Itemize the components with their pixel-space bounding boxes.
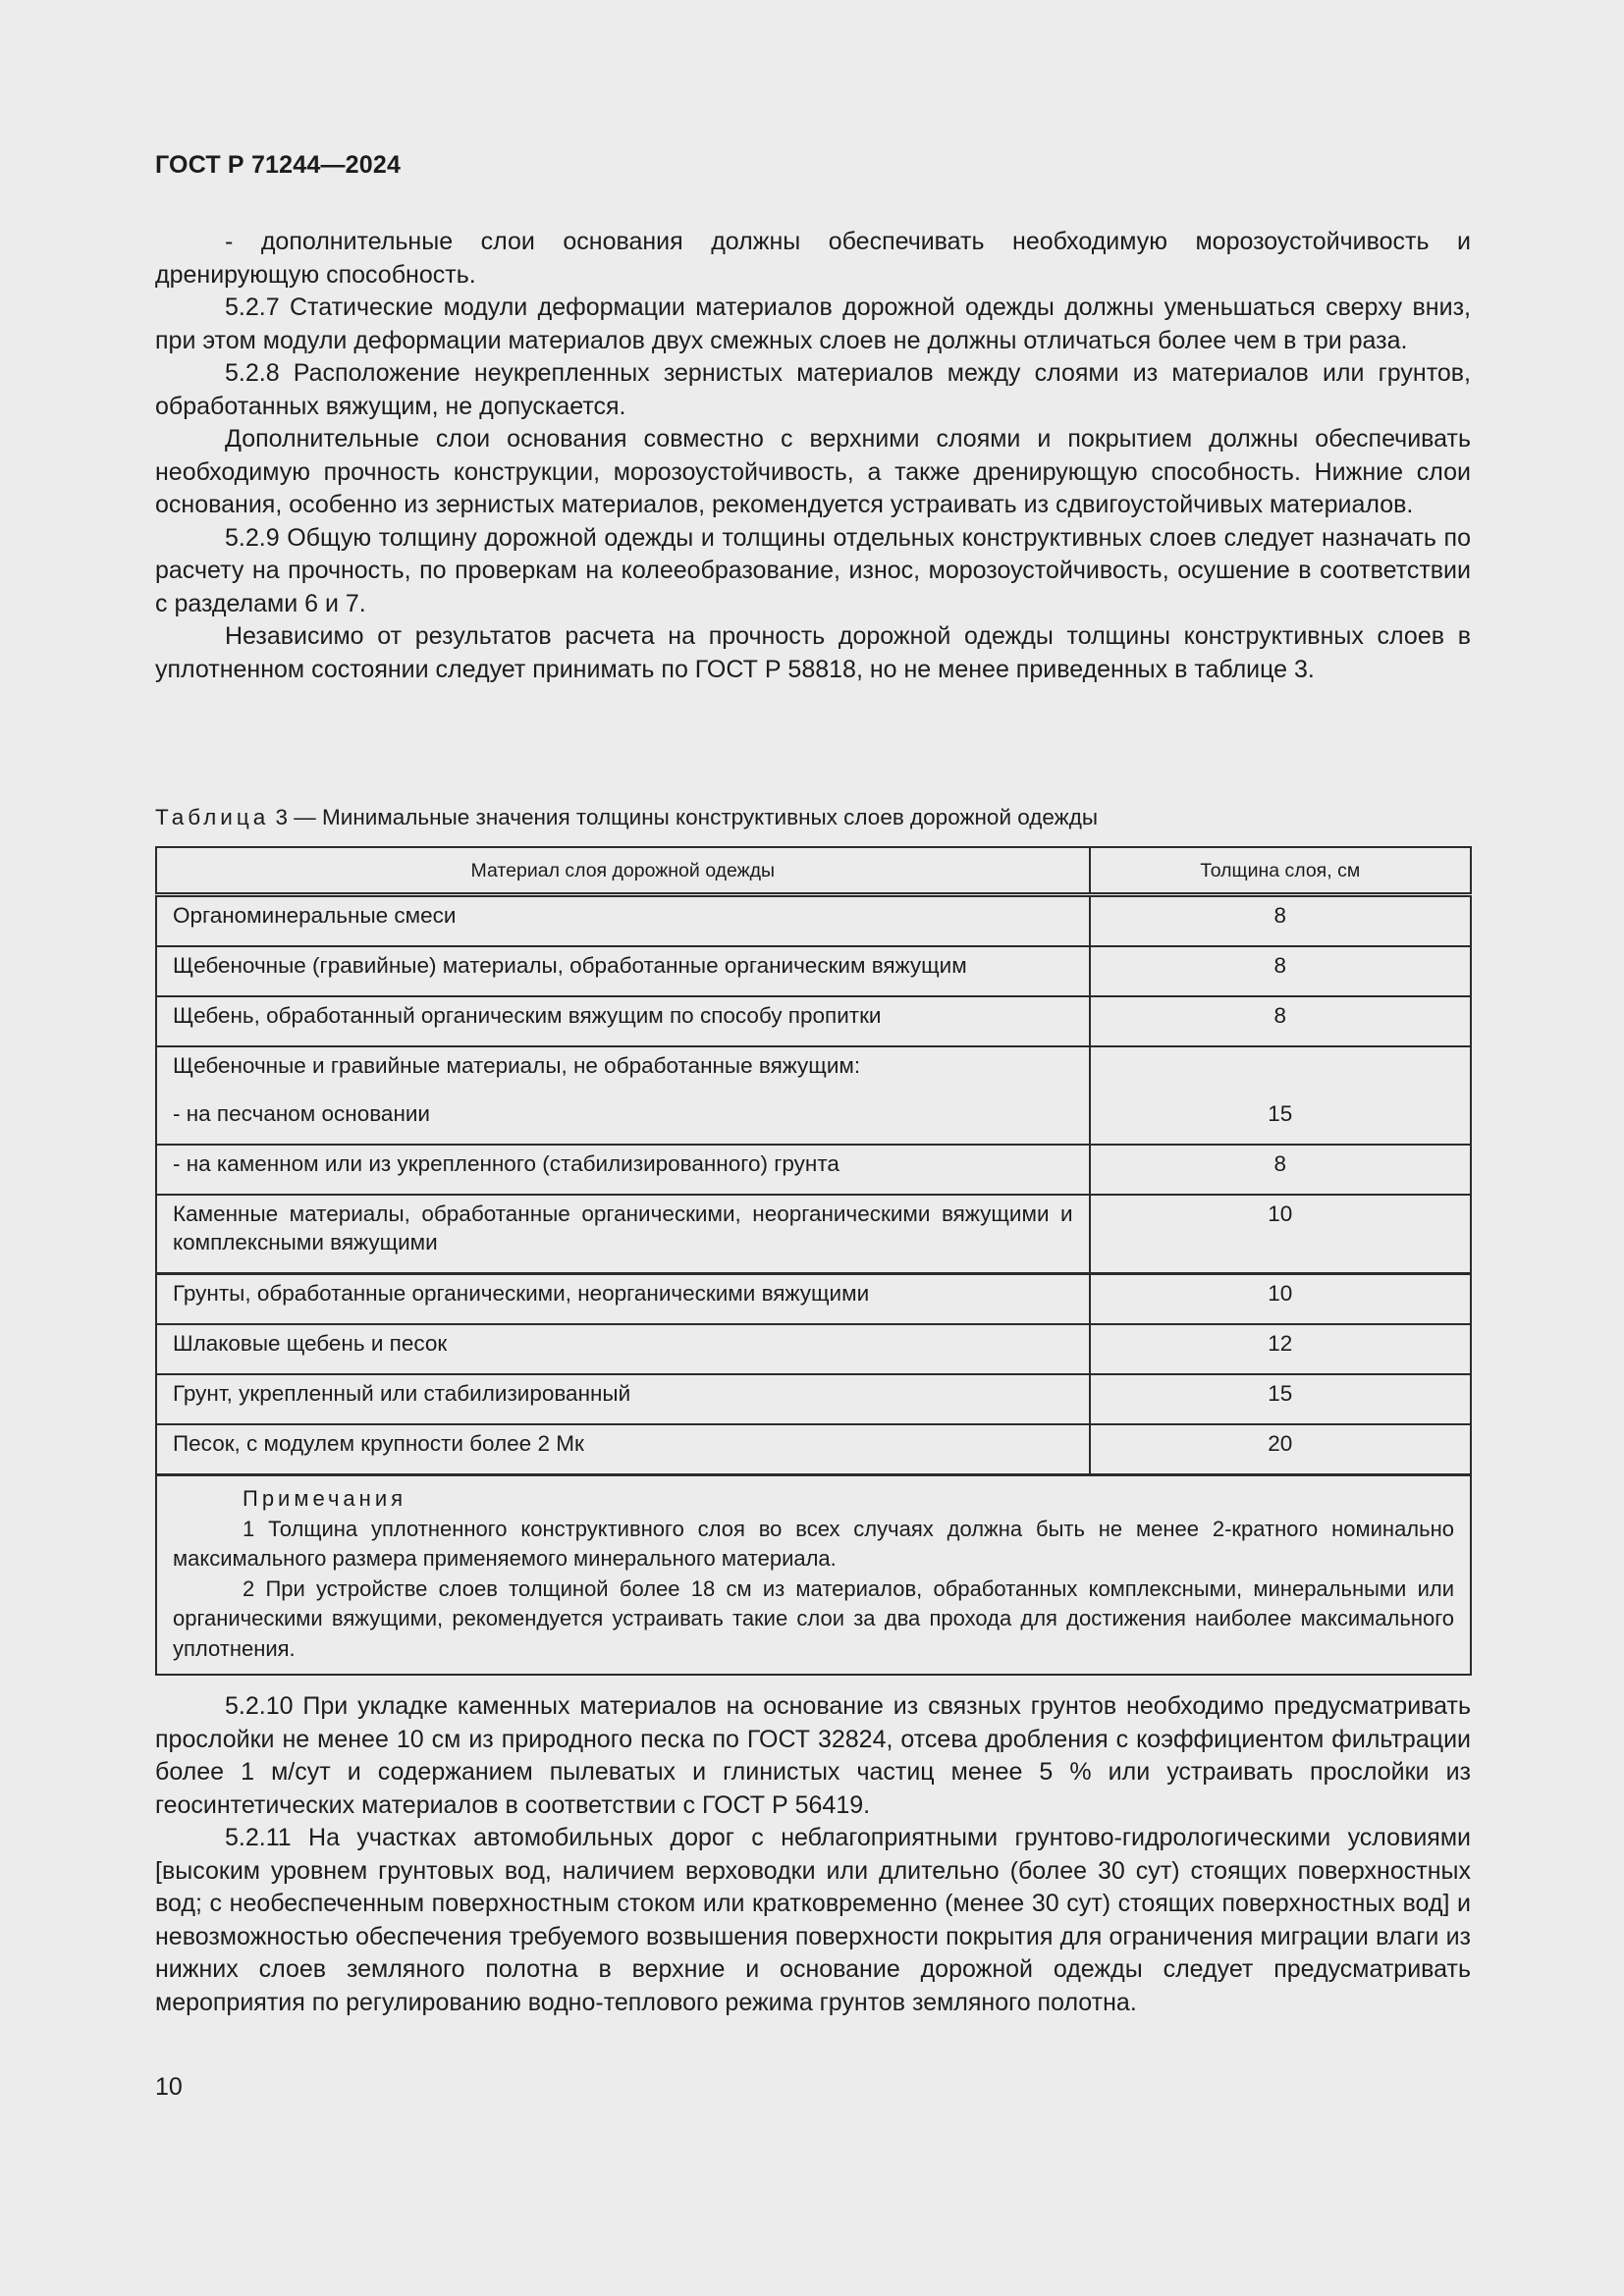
table-caption-text: 3 — Минимальные значения толщины конструктивных слоев дорожной одежды (269, 805, 1099, 829)
material-cell: - на каменном или из укрепленного (стабилизированного) грунта (156, 1145, 1090, 1195)
thickness-cell: 8 (1090, 895, 1471, 947)
material-cell: Щебень, обработанный органическим вяжущим по способу пропитки (156, 996, 1090, 1046)
table-caption-label: Таблица (155, 805, 270, 829)
table-row (156, 1374, 1471, 1424)
table-notes (156, 1475, 1471, 1676)
table-row (156, 1424, 1471, 1475)
thickness-cell: 15 (1090, 1095, 1471, 1145)
material-cell: Органоминеральные смеси (156, 895, 1090, 947)
table-row (156, 895, 1471, 947)
thickness-cell: 20 (1090, 1424, 1471, 1475)
thickness-table (155, 846, 1472, 1676)
table-row (156, 1145, 1471, 1195)
thickness-cell: 8 (1090, 946, 1471, 996)
table-row (156, 1195, 1471, 1274)
paragraph: Независимо от результатов расчета на прочность дорожной одежды толщины конструктивных слоев в уплотненном состоянии следует принимать по ГОСТ Р 58818, но не менее приведенных в таблице 3. (155, 622, 1471, 683)
material-cell: Грунты, обработанные органическими, неорганическими вяжущими (156, 1274, 1090, 1325)
paragraph: - дополнительные слои основания должны обеспечивать необходимую морозоустойчивость и дренирующую способность. (155, 228, 1471, 289)
column-header-material: Материал слоя дорожной одежды (156, 847, 1090, 895)
table-row (156, 946, 1471, 996)
table-caption (155, 803, 1471, 832)
paragraph: 5.2.9 Общую толщину дорожной одежды и толщины отдельных конструктивных слоев следует назначать по расчету на прочность, по проверкам на колееобразование, износ, морозоустойчивость, осушение в соответствии с разделами 6 и 7. (155, 523, 1471, 617)
thickness-cell: 15 (1090, 1374, 1471, 1424)
paragraph: 5.2.11 На участках автомобильных дорог с неблагоприятными грунтово-гидрологическими условиями [высоким уровнем грунтовых вод, наличием верховодки или длительно (более 30 сут) стоящих поверхностных вод; с необеспеченным поверхностным стоком или кратковременно (менее 30 сут) стоящих поверхностных вод] и невозможностью обеспечения требуемого возвышения поверхности покрытия для ограничения миграции влаги из нижних слоев земляного полотна в верхние и основание дорожной одежды следует предусматривать мероприятия по регулированию водно-теплового режима грунтов земляного полотна. (155, 1824, 1471, 2016)
thickness-cell: 10 (1090, 1195, 1471, 1274)
paragraph: 5.2.10 При укладке каменных материалов на основание из связных грунтов необходимо предусматривать прослойки не менее 10 см из природного песка по ГОСТ 32824, отсева дробления с коэффициентом фильтрации более 1 м/сут и содержанием пылеватых и глинистых частиц менее 5 % или устраивать прослойки из геосинтетических материалов в соответствии с ГОСТ Р 56419. (155, 1692, 1471, 1819)
thickness-cell (1090, 1046, 1471, 1095)
material-cell: Песок, с модулем крупности более 2 Мк (156, 1424, 1090, 1475)
material-cell: Каменные материалы, обработанные органическими, неорганическими вяжущими и комплексными вяжущими (156, 1195, 1090, 1274)
table-row (156, 1324, 1471, 1374)
table-notes-row (156, 1475, 1471, 1676)
note-item: 2 При устройстве слоев толщиной более 18 см из материалов, обработанных комплексными, минеральными или органическими вяжущими, рекомендуется устраивать такие слои за два прохода для достижения наиболее максимального уплотнения. (173, 1575, 1454, 1661)
thickness-cell: 10 (1090, 1274, 1471, 1325)
thickness-cell: 8 (1090, 1145, 1471, 1195)
material-cell: Шлаковые щебень и песок (156, 1324, 1090, 1374)
notes-title: Примечания (243, 1486, 407, 1511)
material-cell: Грунт, укрепленный или стабилизированный (156, 1374, 1090, 1424)
table-row (156, 1274, 1471, 1325)
paragraph: 5.2.7 Статические модули деформации материалов дорожной одежды должны уменьшаться сверху вниз, при этом модули деформации материалов двух смежных слоев не должны отличаться более чем в три раза. (155, 294, 1471, 354)
document-header: ГОСТ Р 71244—2024 (155, 151, 402, 179)
material-cell: - на песчаном основании (156, 1095, 1090, 1145)
body-text-bottom (155, 1690, 1471, 2019)
table-row (156, 1046, 1471, 1095)
material-cell: Щебеночные и гравийные материалы, не обработанные вяжущим: (156, 1046, 1090, 1095)
material-cell: Щебеночные (гравийные) материалы, обработанные органическим вяжущим (156, 946, 1090, 996)
table-row (156, 1095, 1471, 1145)
paragraph: Дополнительные слои основания совместно с верхними слоями и покрытием должны обеспечивать необходимую прочность конструкции, морозоустойчивость, а также дренирующую способность. Нижние слои основания, особенно из зернистых материалов, рекомендуется устраивать из сдвигоустойчивых материалов. (155, 425, 1471, 518)
note-item: 1 Толщина уплотненного конструктивного слоя во всех случаях должна быть не менее 2-кратного номинально максимального размера применяемого минерального материала. (173, 1516, 1454, 1571)
page-number: 10 (155, 2073, 183, 2101)
paragraph: 5.2.8 Расположение неукрепленных зернистых материалов между слоями из материалов или грунтов, обработанных вяжущим, не допускается. (155, 359, 1471, 420)
column-header-thickness: Толщина слоя, см (1090, 847, 1471, 895)
thickness-cell: 8 (1090, 996, 1471, 1046)
body-text-top (155, 226, 1471, 686)
thickness-cell: 12 (1090, 1324, 1471, 1374)
table-row (156, 996, 1471, 1046)
